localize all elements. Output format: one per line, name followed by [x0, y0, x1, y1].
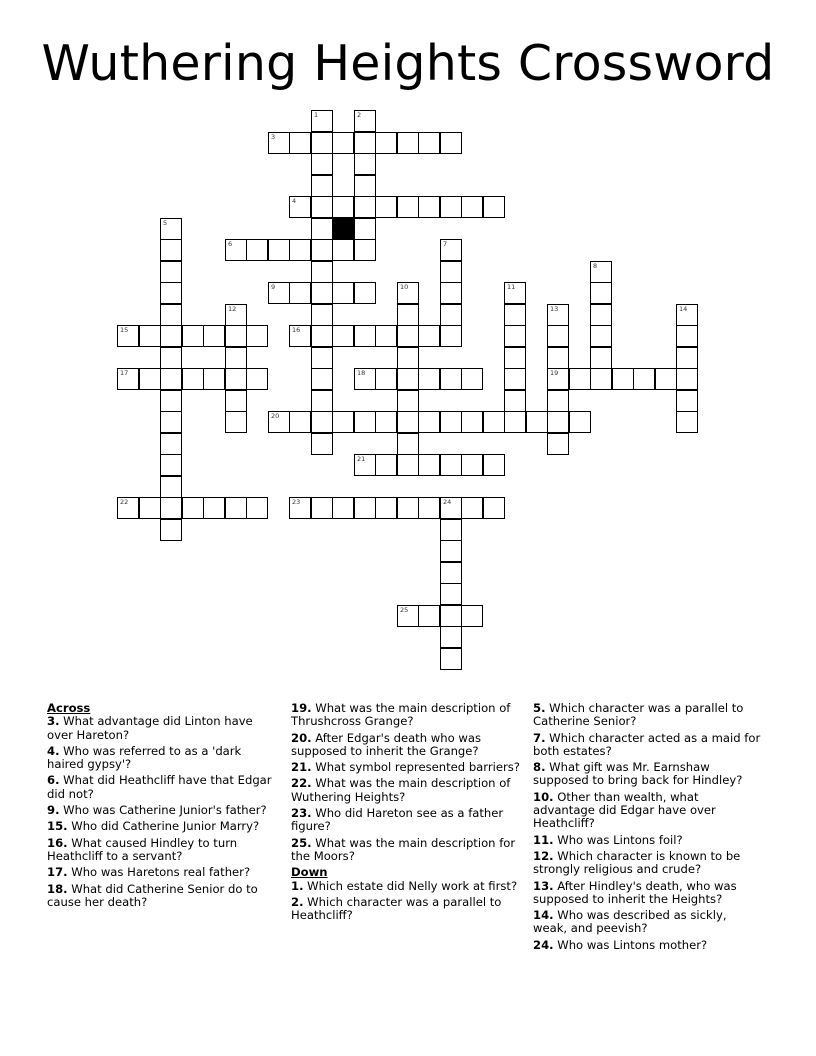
grid-cell[interactable] [375, 368, 397, 390]
clue-num: 25. [291, 835, 312, 850]
clue-text: Who was referred to as a 'dark haired gypsy'? [47, 743, 242, 772]
grid-cell[interactable] [354, 218, 376, 240]
clue-num: 24. [533, 937, 554, 952]
grid-cell[interactable] [311, 218, 333, 240]
clue-num: 7. [533, 730, 546, 745]
grid-cell[interactable] [246, 325, 268, 347]
grid-cell[interactable] [397, 196, 419, 218]
grid-cell[interactable] [483, 454, 505, 476]
grid-cell[interactable] [311, 196, 333, 218]
grid-cell[interactable] [440, 497, 462, 519]
clue-item [47, 774, 275, 801]
grid-cell[interactable] [246, 497, 268, 519]
clue-num: 14. [533, 908, 554, 923]
grid-cell[interactable] [397, 282, 419, 304]
grid-cell[interactable] [182, 325, 204, 347]
grid-cell[interactable] [203, 325, 225, 347]
grid-cell[interactable] [440, 519, 462, 541]
grid-cell[interactable] [160, 433, 182, 455]
grid-cell[interactable] [117, 497, 139, 519]
grid-cell[interactable] [311, 368, 333, 390]
clue-num: 6. [47, 773, 60, 788]
page-title: Wuthering Heights Crossword [41, 35, 775, 92]
clue-text: Which character is known to be strongly religious and crude? [533, 848, 741, 877]
grid-cell[interactable] [139, 497, 161, 519]
clue-number: 9 [271, 283, 276, 291]
grid-cell[interactable] [160, 325, 182, 347]
clue-num: 11. [533, 832, 554, 847]
clue-item [47, 866, 275, 879]
clue-number: 12 [228, 305, 237, 313]
grid-cell[interactable] [311, 347, 333, 369]
grid-cell[interactable] [225, 411, 247, 433]
clue-num: 5. [533, 701, 546, 715]
grid-cell[interactable] [354, 110, 376, 132]
grid-cell[interactable] [397, 497, 419, 519]
clue-text: Who was Lintons foil? [553, 832, 683, 847]
grid-cell[interactable] [354, 282, 376, 304]
grid-cell[interactable] [676, 411, 698, 433]
clue-item [291, 732, 523, 759]
clue-num: 8. [533, 760, 546, 775]
clue-number: 24 [443, 498, 452, 506]
clue-num: 17. [47, 865, 68, 880]
grid-cell[interactable] [547, 390, 569, 412]
grid-cell[interactable] [440, 304, 462, 326]
grid-cell[interactable] [483, 196, 505, 218]
clue-num: 16. [47, 835, 68, 850]
grid-cell[interactable] [311, 304, 333, 326]
grid-cell[interactable] [225, 325, 247, 347]
grid-cell[interactable] [504, 282, 526, 304]
clue-text: Who was described as sickly, weak, and peevish? [533, 908, 727, 936]
grid-cell[interactable] [504, 304, 526, 326]
clue-text: What symbol represented barriers? [311, 760, 520, 775]
clue-item [291, 777, 523, 804]
clue-num: 12. [533, 848, 554, 863]
grid-cell[interactable] [676, 325, 698, 347]
clue-item [291, 837, 523, 864]
grid-cell[interactable] [311, 175, 333, 197]
grid-cell[interactable] [440, 583, 462, 605]
grid-cell[interactable] [160, 411, 182, 433]
clue-number: 1 [314, 111, 319, 119]
grid-cell[interactable] [397, 132, 419, 154]
grid-cell[interactable] [311, 282, 333, 304]
clue-item [533, 732, 761, 759]
clue-num: 9. [47, 803, 60, 818]
grid-cell[interactable] [354, 132, 376, 154]
grid-cell[interactable] [311, 132, 333, 154]
grid-cell[interactable] [418, 132, 440, 154]
clue-number: 11 [507, 283, 516, 291]
grid-cell[interactable] [311, 239, 333, 261]
clue-number: 8 [593, 262, 598, 270]
clue-num: 20. [291, 730, 312, 745]
grid-cell[interactable] [160, 239, 182, 261]
grid-cell[interactable] [311, 261, 333, 283]
grid-cell[interactable] [418, 605, 440, 627]
grid-cell[interactable] [504, 368, 526, 390]
grid-cell[interactable] [225, 368, 247, 390]
clue-text: Who was Catherine Junior's father? [59, 803, 267, 818]
clues-column-3 [533, 702, 761, 955]
grid-cell[interactable] [590, 282, 612, 304]
grid-cell[interactable] [332, 239, 354, 261]
clue-item [533, 791, 761, 831]
clue-text: Who did Catherine Junior Marry? [67, 819, 260, 834]
grid-cell[interactable] [203, 497, 225, 519]
clue-item [47, 804, 275, 817]
grid-cell[interactable] [354, 153, 376, 175]
clue-item [533, 939, 761, 952]
clue-text: What was the main description of Thrushcross Grange? [291, 701, 511, 729]
grid-cell[interactable] [160, 368, 182, 390]
grid-cell[interactable] [440, 411, 462, 433]
grid-cell[interactable] [375, 132, 397, 154]
grid-cell[interactable] [418, 411, 440, 433]
grid-cell[interactable] [418, 368, 440, 390]
grid-cell[interactable] [311, 325, 333, 347]
clue-text: What was the main description for the Moors? [291, 835, 516, 863]
grid-cell[interactable] [289, 239, 311, 261]
grid-cell[interactable] [504, 411, 526, 433]
grid-cell[interactable] [182, 368, 204, 390]
grid-cell[interactable] [440, 605, 462, 627]
grid-cell[interactable] [354, 454, 376, 476]
clue-text: What caused Hindley to turn Heathcliff to a servant? [47, 835, 238, 863]
grid-cell[interactable] [676, 347, 698, 369]
clue-text: Which estate did Nelly work at first? [303, 878, 518, 893]
clue-num: 21. [291, 760, 312, 775]
down-heading: Down [291, 865, 328, 880]
grid-cell[interactable] [612, 368, 634, 390]
clue-item [533, 702, 761, 729]
grid-cell[interactable] [311, 390, 333, 412]
grid-cell[interactable] [354, 175, 376, 197]
grid-cell[interactable] [483, 497, 505, 519]
clue-number: 4 [292, 197, 297, 205]
grid-cell[interactable] [440, 454, 462, 476]
grid-cell[interactable] [354, 325, 376, 347]
clue-number: 5 [163, 219, 168, 227]
grid-cell[interactable] [676, 304, 698, 326]
grid-cell[interactable] [590, 368, 612, 390]
grid-cell[interactable] [311, 110, 333, 132]
grid-cell[interactable] [590, 347, 612, 369]
grid-cell[interactable] [117, 325, 139, 347]
grid-cell[interactable] [590, 325, 612, 347]
grid-cell[interactable] [461, 605, 483, 627]
grid-cell[interactable] [676, 390, 698, 412]
grid-cell[interactable] [397, 605, 419, 627]
grid-cell[interactable] [397, 368, 419, 390]
clue-item [533, 834, 761, 847]
grid-cell[interactable] [461, 454, 483, 476]
grid-cell[interactable] [289, 411, 311, 433]
clue-text: Who was Haretons real father? [67, 865, 251, 880]
grid-cell[interactable] [504, 390, 526, 412]
grid-cell[interactable] [397, 304, 419, 326]
clue-text: After Hindley's death, who was supposed to inherit the Heights? [533, 878, 737, 906]
grid-cell[interactable] [397, 390, 419, 412]
grid-cell[interactable] [440, 648, 462, 670]
grid-cell[interactable] [440, 325, 462, 347]
clue-text: What did Catherine Senior do to cause her death? [47, 881, 258, 909]
clue-number: 23 [292, 498, 301, 506]
grid-cell[interactable] [117, 368, 139, 390]
clue-number: 7 [443, 240, 448, 248]
grid-cell[interactable] [504, 347, 526, 369]
clue-num: 13. [533, 878, 554, 893]
grid-cell[interactable] [397, 454, 419, 476]
clue-num: 22. [291, 776, 312, 791]
grid-cell[interactable] [139, 368, 161, 390]
clue-number: 14 [679, 305, 688, 313]
grid-cell[interactable] [332, 196, 354, 218]
grid-cell[interactable] [332, 132, 354, 154]
grid-cell[interactable] [354, 368, 376, 390]
grid-cell[interactable] [289, 196, 311, 218]
grid-cell[interactable] [139, 325, 161, 347]
grid-cell[interactable] [332, 325, 354, 347]
grid-cell[interactable] [311, 153, 333, 175]
clue-num: 23. [291, 806, 312, 821]
grid-cell[interactable] [354, 497, 376, 519]
grid-cell[interactable] [590, 304, 612, 326]
grid-cell[interactable] [160, 390, 182, 412]
grid-cell[interactable] [375, 196, 397, 218]
clue-text: After Edgar's death who was supposed to inherit the Grange? [291, 730, 481, 758]
grid-cell[interactable] [160, 476, 182, 498]
grid-cell[interactable] [440, 562, 462, 584]
grid-cell[interactable] [354, 239, 376, 261]
grid-cell[interactable] [547, 368, 569, 390]
clue-number: 22 [120, 498, 129, 506]
grid-cell[interactable] [547, 411, 569, 433]
clue-num: 19. [291, 701, 312, 715]
grid-cell[interactable] [418, 497, 440, 519]
grid-cell[interactable] [461, 411, 483, 433]
grid-cell[interactable] [332, 282, 354, 304]
clues-column-2 [291, 702, 523, 925]
clue-number: 21 [357, 455, 366, 463]
clue-number: 25 [400, 606, 409, 614]
grid-cell[interactable] [440, 282, 462, 304]
clue-text: What advantage did Linton have over Hareton? [47, 714, 253, 742]
clue-number: 18 [357, 369, 366, 377]
grid-cell[interactable] [354, 196, 376, 218]
clue-number: 19 [550, 369, 559, 377]
grid-cell[interactable] [160, 347, 182, 369]
clue-item [47, 837, 275, 864]
grid-cell[interactable] [289, 497, 311, 519]
grid-cell[interactable] [160, 497, 182, 519]
grid-cell[interactable] [526, 411, 548, 433]
grid-cell[interactable] [633, 368, 655, 390]
clue-num: 2. [291, 894, 304, 909]
grid-cell[interactable] [440, 261, 462, 283]
grid-cell[interactable] [160, 282, 182, 304]
clue-item [291, 761, 523, 774]
grid-cell[interactable] [418, 325, 440, 347]
grid-cell[interactable] [418, 454, 440, 476]
clue-text: What was the main description of Wuthering Heights? [291, 776, 511, 804]
grid-cell[interactable] [440, 626, 462, 648]
grid-cell[interactable] [440, 540, 462, 562]
grid-cell[interactable] [225, 304, 247, 326]
clue-number: 16 [292, 326, 301, 334]
clue-item [47, 820, 275, 833]
grid-cell[interactable] [504, 325, 526, 347]
grid-cell[interactable] [483, 411, 505, 433]
grid-cell[interactable] [461, 497, 483, 519]
grid-cell[interactable] [268, 132, 290, 154]
grid-cell[interactable] [268, 239, 290, 261]
clue-item [291, 896, 523, 923]
grid-cell[interactable] [311, 497, 333, 519]
grid-cell[interactable] [246, 368, 268, 390]
grid-cell[interactable] [311, 433, 333, 455]
clue-num: 15. [47, 819, 68, 834]
grid-cell[interactable] [375, 497, 397, 519]
clue-number: 10 [400, 283, 409, 291]
grid-cell[interactable] [440, 196, 462, 218]
clues-section [0, 702, 816, 1002]
grid-cell[interactable] [547, 304, 569, 326]
grid-cell[interactable] [569, 368, 591, 390]
clue-number: 3 [271, 133, 276, 141]
clue-text: Which character was a parallel to Heathcliff? [291, 894, 502, 923]
clue-item [47, 883, 275, 910]
grid-cell[interactable] [397, 411, 419, 433]
grid-cell[interactable] [289, 282, 311, 304]
grid-cell[interactable] [332, 411, 354, 433]
grid-cell[interactable] [397, 433, 419, 455]
grid-cell[interactable] [160, 519, 182, 541]
clue-text: What gift was Mr. Earnshaw supposed to bring back for Hindley? [533, 760, 743, 788]
clue-item [291, 702, 523, 729]
clue-item [533, 909, 761, 936]
grid-cell[interactable] [655, 368, 677, 390]
grid-cell[interactable] [440, 368, 462, 390]
grid-cell[interactable] [375, 454, 397, 476]
grid-cell[interactable] [375, 325, 397, 347]
clue-num: 10. [533, 789, 554, 804]
clue-text: Who was Lintons mother? [553, 937, 708, 952]
grid-cell[interactable] [182, 497, 204, 519]
grid-cell[interactable] [289, 325, 311, 347]
grid-cell[interactable] [160, 304, 182, 326]
grid-cell[interactable] [547, 347, 569, 369]
grid-cell[interactable] [440, 239, 462, 261]
clue-item [291, 807, 523, 834]
grid-cell[interactable] [397, 347, 419, 369]
grid-cell[interactable] [225, 347, 247, 369]
clue-number: 13 [550, 305, 559, 313]
clue-item [533, 761, 761, 788]
clue-number: 15 [120, 326, 129, 334]
grid-cell[interactable] [547, 325, 569, 347]
grid-cell[interactable] [461, 368, 483, 390]
clue-item [291, 880, 523, 893]
grid-cell[interactable] [160, 218, 182, 240]
clue-item [47, 715, 275, 742]
clue-text: Other than wealth, what advantage did Edgar have over Heathcliff? [533, 789, 716, 831]
grid-cell[interactable] [375, 411, 397, 433]
grid-cell[interactable] [311, 411, 333, 433]
grid-cell[interactable] [397, 325, 419, 347]
black-cell [332, 218, 354, 240]
grid-cell[interactable] [590, 261, 612, 283]
clue-number: 2 [357, 111, 362, 119]
grid-cell[interactable] [461, 196, 483, 218]
grid-cell[interactable] [225, 497, 247, 519]
grid-cell[interactable] [354, 411, 376, 433]
clue-item [533, 880, 761, 907]
grid-cell[interactable] [225, 390, 247, 412]
clue-item [47, 745, 275, 772]
grid-cell[interactable] [203, 368, 225, 390]
grid-cell[interactable] [160, 454, 182, 476]
clues-column-1 [47, 702, 275, 912]
grid-cell[interactable] [332, 497, 354, 519]
grid-cell[interactable] [160, 261, 182, 283]
clue-text: Who did Hareton see as a father figure? [291, 806, 504, 834]
grid-cell[interactable] [289, 132, 311, 154]
grid-cell[interactable] [547, 433, 569, 455]
grid-cell[interactable] [246, 239, 268, 261]
clue-number: 6 [228, 240, 233, 248]
grid-cell[interactable] [569, 411, 591, 433]
clue-number: 17 [120, 369, 129, 377]
clue-text: Which character was a parallel to Catherine Senior? [533, 701, 744, 729]
clue-num: 4. [47, 743, 60, 758]
grid-cell[interactable] [268, 282, 290, 304]
clue-text: What did Heathcliff have that Edgar did not? [47, 773, 272, 801]
grid-cell[interactable] [225, 239, 247, 261]
clue-num: 1. [291, 878, 304, 893]
grid-cell[interactable] [676, 368, 698, 390]
grid-cell[interactable] [440, 132, 462, 154]
across-heading: Across [47, 701, 91, 715]
grid-cell[interactable] [418, 196, 440, 218]
grid-cell[interactable] [268, 411, 290, 433]
clue-number: 20 [271, 412, 280, 420]
clue-num: 18. [47, 881, 68, 896]
clue-num: 3. [47, 714, 60, 729]
clue-item [533, 850, 761, 877]
clue-text: Which character acted as a maid for both estates? [533, 730, 761, 758]
